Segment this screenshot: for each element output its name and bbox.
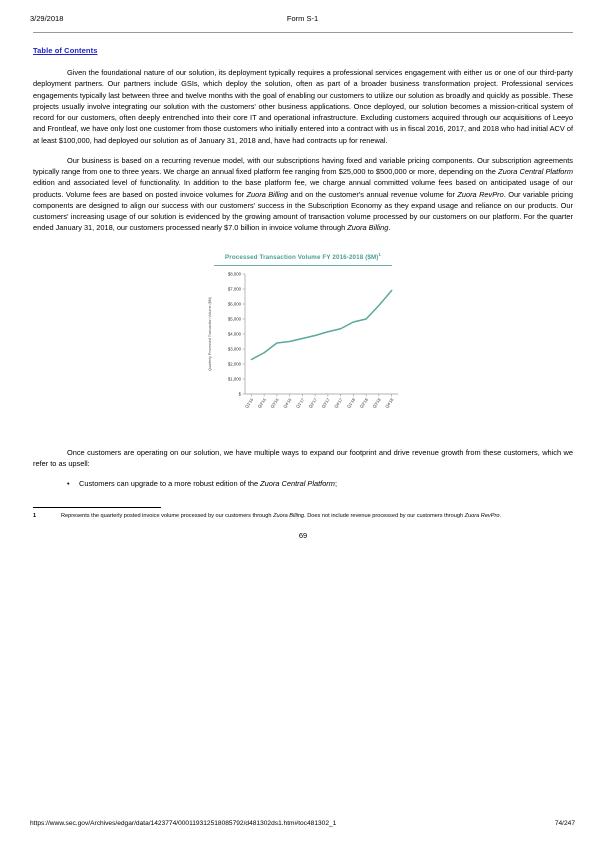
header-divider [33, 32, 573, 33]
header-title: Form S-1 [286, 14, 319, 23]
chart-x-tick-group [243, 394, 394, 409]
footnote-divider [33, 507, 161, 508]
chart-line-series [251, 291, 391, 360]
chart-x-tick-label: Q3'16 [268, 397, 280, 410]
paragraph-upsell [33, 447, 573, 470]
chart-y-tick-label: $5,000 [227, 316, 241, 322]
fn-seg3: . [499, 513, 501, 520]
pdf-header [30, 14, 575, 28]
fn-em-zuora-billing: Zuora Billing [273, 513, 305, 520]
chart-svg [201, 268, 406, 428]
p2-em-zuora-central-platform: Zuora Central Platform [498, 167, 573, 176]
chart-x-tick-label: Q1'18 [345, 397, 356, 410]
p2-seg1: Our business is based on a recurring revenue model, with our subscriptions having fixed and variable pricing components. Our subscription agreements typically range from one to three years. We charge an annual fixed platform fee ranging from $25,000 to $500,000 or more, depending on the [33, 155, 573, 176]
p2-em-zuora-billing-2: Zuora Billing [347, 223, 389, 233]
document-content [33, 40, 573, 540]
fn-seg2: . Does not include revenue processed by our customers through [304, 513, 465, 520]
p2-em-zuora-billing: Zuora Billing [246, 189, 288, 199]
chart-y-tick-label: $8,000 [227, 271, 241, 277]
bullet-marker: • [67, 479, 70, 488]
fn-em-zuora-revpro: Zuora RevPro [464, 513, 500, 520]
list-item [33, 478, 573, 489]
chart-y-tick-label: $ [238, 391, 241, 397]
paragraph-deployment-text: Given the foundational nature of our solution, its deployment typically requires a professional services engagement with either us or one of our third-party deployment partners. Our partners include GSIs, which deploy the solution, often as part of a broader business transformation project. Professional services engagements typically last between three and twelve months with the goal of enabling our customers to utilize our solution as broadly and quickly as possible. These projects usually involve integrating our solution with the customers' other business applications. Once deployed, our solution becomes a mission-critical system of record for our customers, often deeply entrenched into their core IT and operational infrastructure. Excluding customers acquired through our acquisitions of Leeyo and Frontleaf, we have only lost one customer from those customers who initially entered into a contract with us in fiscal 2016, 2017, and 2018 who had initial ACV of at least $100,000, had deployed our solution as of January 31, 2018 and, have had contracts up for renewal. [33, 68, 573, 145]
chart-x-tick-label: Q2'16 [256, 397, 267, 410]
bullet-text [79, 478, 573, 489]
chart-y-tick-label: $7,000 [227, 286, 241, 292]
bullet-seg2: ; [334, 479, 337, 488]
chart-y-tick-label: $2,000 [227, 361, 241, 367]
chart-y-axis-title: Quarterly Processed Transaction Volume ($M) [207, 297, 212, 372]
chart-x-tick-label: Q1'17 [294, 397, 305, 410]
chart-y-tick-label: $3,000 [227, 346, 241, 352]
chart-x-tick-label: Q3'17 [319, 397, 331, 410]
page-number: 69 [298, 530, 308, 540]
p2-seg3: and on the customer's annual revenue volume for [287, 189, 458, 199]
chart-title-text: Processed Transaction Volume FY 2016-2018 ($M) [225, 253, 379, 261]
chart-plot-area [201, 268, 406, 428]
bullet-em-zuora-central-platform: Zuora Central Platform [260, 479, 335, 488]
p2-seg5: . [388, 223, 391, 233]
p2-seg4: . Our variable pricing components are designed to align our success with our customers' success in the Subscription Economy as they expand usage and reliance on our products. Our customers' increasing usage of our solution is evidenced by the growing amount of transaction volume processed by our customers on our platform. For the quarter ended January 31, 2018, our customers processed nearly $7.0 billion in invoice volume through [33, 189, 573, 233]
bullet-seg1: Customers can upgrade to a more robust edition of the [79, 479, 261, 488]
fn-seg1: Represents the quarterly posted invoice volume processed by our customers through [61, 513, 274, 520]
header-date: 3/29/2018 [30, 14, 64, 23]
p2-seg2: edition and associated level of functionality. In addition to the base platform fee, we charge annual committed volume fees based on anticipated usage of our products. Volume fees are based on posted invoice volumes for [33, 178, 573, 199]
footer-page-indicator: 74/247 [554, 820, 575, 827]
chart-y-tick-label: $1,000 [227, 376, 241, 382]
chart-x-tick-label: Q3'18 [370, 397, 382, 410]
chart-y-tick-label: $6,000 [227, 301, 241, 307]
chart-processed-transaction-volume [201, 250, 406, 438]
paragraph-deployment [33, 67, 573, 146]
chart-x-tick-label: Q1'16 [243, 397, 254, 410]
chart-x-tick-label: Q4'16 [281, 397, 292, 410]
chart-y-tick-label: $4,000 [227, 331, 241, 337]
chart-x-tick-label: Q4'17 [332, 397, 343, 410]
chart-y-tick-group [227, 272, 244, 397]
footnote [33, 513, 573, 521]
paragraph-business-model [33, 155, 573, 234]
footer-url: https://www.sec.gov/Archives/edgar/data/1423774/000119312518085792/d481302ds1.htm#toc481302_1 [30, 820, 337, 827]
chart-title-footnote-marker: 1 [378, 251, 381, 257]
chart-title-divider [214, 265, 392, 266]
footnote-text [61, 513, 573, 521]
pdf-footer [30, 820, 575, 832]
chart-title [201, 250, 406, 262]
paragraph-upsell-text: Once customers are operating on our solution, we have multiple ways to expand our footprint and drive revenue growth from these customers, which we refer to as upsell: [33, 447, 573, 468]
chart-x-tick-label: Q2'18 [358, 397, 369, 410]
chart-x-tick-label: Q4'18 [383, 397, 394, 410]
chart-x-tick-label: Q2'17 [307, 397, 318, 410]
p2-em-zuora-revpro: Zuora RevPro [457, 189, 504, 199]
footnote-number: 1 [33, 513, 37, 520]
table-of-contents-link[interactable]: Table of Contents [33, 46, 98, 55]
